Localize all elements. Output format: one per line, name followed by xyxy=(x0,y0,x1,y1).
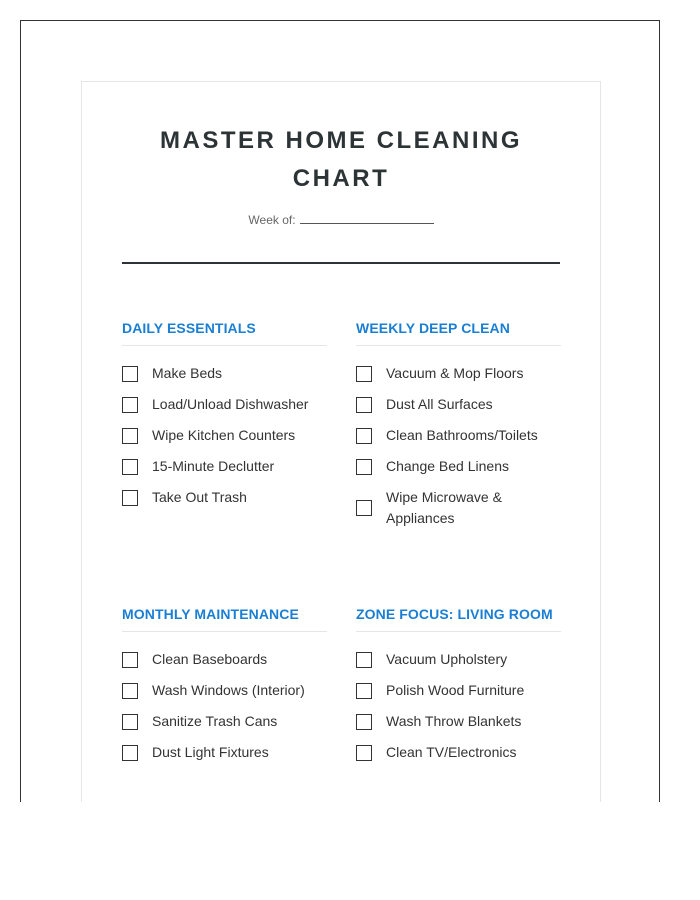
task-item xyxy=(122,742,327,763)
task-item xyxy=(356,487,526,529)
task-checkbox[interactable] xyxy=(356,459,372,475)
task-item xyxy=(122,363,327,384)
task-checkbox[interactable] xyxy=(356,397,372,413)
task-checkbox[interactable] xyxy=(122,397,138,413)
task-checkbox[interactable] xyxy=(122,652,138,668)
task-label: Dust Light Fixtures xyxy=(152,744,269,760)
week-of-field xyxy=(82,212,600,227)
task-label: Wash Windows (Interior) xyxy=(152,682,305,698)
task-checkbox[interactable] xyxy=(122,683,138,699)
task-list xyxy=(122,363,327,508)
task-item xyxy=(122,680,327,701)
section-divider xyxy=(122,345,327,346)
task-item xyxy=(356,742,561,763)
task-label: Polish Wood Furniture xyxy=(386,682,525,698)
task-checkbox[interactable] xyxy=(122,366,138,382)
page-title xyxy=(82,122,600,198)
page-title-line-1: MASTER HOME CLEANING xyxy=(160,127,522,154)
task-checkbox[interactable] xyxy=(356,714,372,730)
task-label: Vacuum & Mop Floors xyxy=(386,365,524,381)
task-label: Make Beds xyxy=(152,365,223,381)
task-label: Vacuum Upholstery xyxy=(386,651,508,667)
section-heading: MONTHLY MAINTENANCE xyxy=(122,606,299,622)
task-checkbox[interactable] xyxy=(122,490,138,506)
task-item xyxy=(356,363,561,384)
section-weekly-deep-clean xyxy=(356,319,561,539)
task-label: Clean TV/Electronics xyxy=(386,744,517,760)
task-item xyxy=(356,394,561,415)
task-label: Wipe Kitchen Counters xyxy=(152,427,296,443)
section-divider xyxy=(122,631,327,632)
task-list xyxy=(356,363,561,529)
task-checkbox[interactable] xyxy=(122,459,138,475)
task-label: Sanitize Trash Cans xyxy=(152,713,278,729)
task-label: 15-Minute Declutter xyxy=(152,458,275,474)
task-checkbox[interactable] xyxy=(356,500,372,516)
task-item xyxy=(122,649,327,670)
task-item xyxy=(122,394,327,415)
task-item xyxy=(122,711,327,732)
task-label: Wash Throw Blankets xyxy=(386,713,522,729)
task-checkbox[interactable] xyxy=(122,714,138,730)
task-item xyxy=(356,425,561,446)
task-label: Clean Baseboards xyxy=(152,651,268,667)
task-label: Take Out Trash xyxy=(152,489,247,505)
header-divider xyxy=(122,262,560,264)
task-item xyxy=(122,456,327,477)
task-checkbox[interactable] xyxy=(122,428,138,444)
task-list xyxy=(122,649,327,763)
section-divider xyxy=(356,631,561,632)
section-zone-focus-living-room xyxy=(356,605,561,773)
task-item xyxy=(356,680,561,701)
task-label: Change Bed Linens xyxy=(386,458,509,474)
task-checkbox[interactable] xyxy=(356,366,372,382)
week-of-blank-line[interactable] xyxy=(300,212,434,224)
task-list xyxy=(356,649,561,763)
task-label: Wipe Microwave & Appliances xyxy=(386,489,502,526)
page-title-line-2: CHART xyxy=(292,165,390,192)
task-checkbox[interactable] xyxy=(356,683,372,699)
section-monthly-maintenance xyxy=(122,605,327,773)
task-checkbox[interactable] xyxy=(356,745,372,761)
cleaning-chart-page xyxy=(81,81,601,802)
task-label: Dust All Surfaces xyxy=(386,396,493,412)
week-of-label: Week of: xyxy=(248,213,296,227)
task-item xyxy=(356,711,561,732)
section-divider xyxy=(356,345,561,346)
section-heading: ZONE FOCUS: LIVING ROOM xyxy=(356,606,553,622)
section-heading: WEEKLY DEEP CLEAN xyxy=(356,320,510,336)
task-label: Clean Bathrooms/Toilets xyxy=(386,427,538,443)
task-item xyxy=(122,487,327,508)
task-checkbox[interactable] xyxy=(356,652,372,668)
task-checkbox[interactable] xyxy=(356,428,372,444)
task-checkbox[interactable] xyxy=(122,745,138,761)
section-heading: DAILY ESSENTIALS xyxy=(122,320,256,336)
task-item xyxy=(122,425,327,446)
task-item xyxy=(356,649,561,670)
task-label: Load/Unload Dishwasher xyxy=(152,396,309,412)
task-item xyxy=(356,456,561,477)
section-daily-essentials xyxy=(122,319,327,518)
